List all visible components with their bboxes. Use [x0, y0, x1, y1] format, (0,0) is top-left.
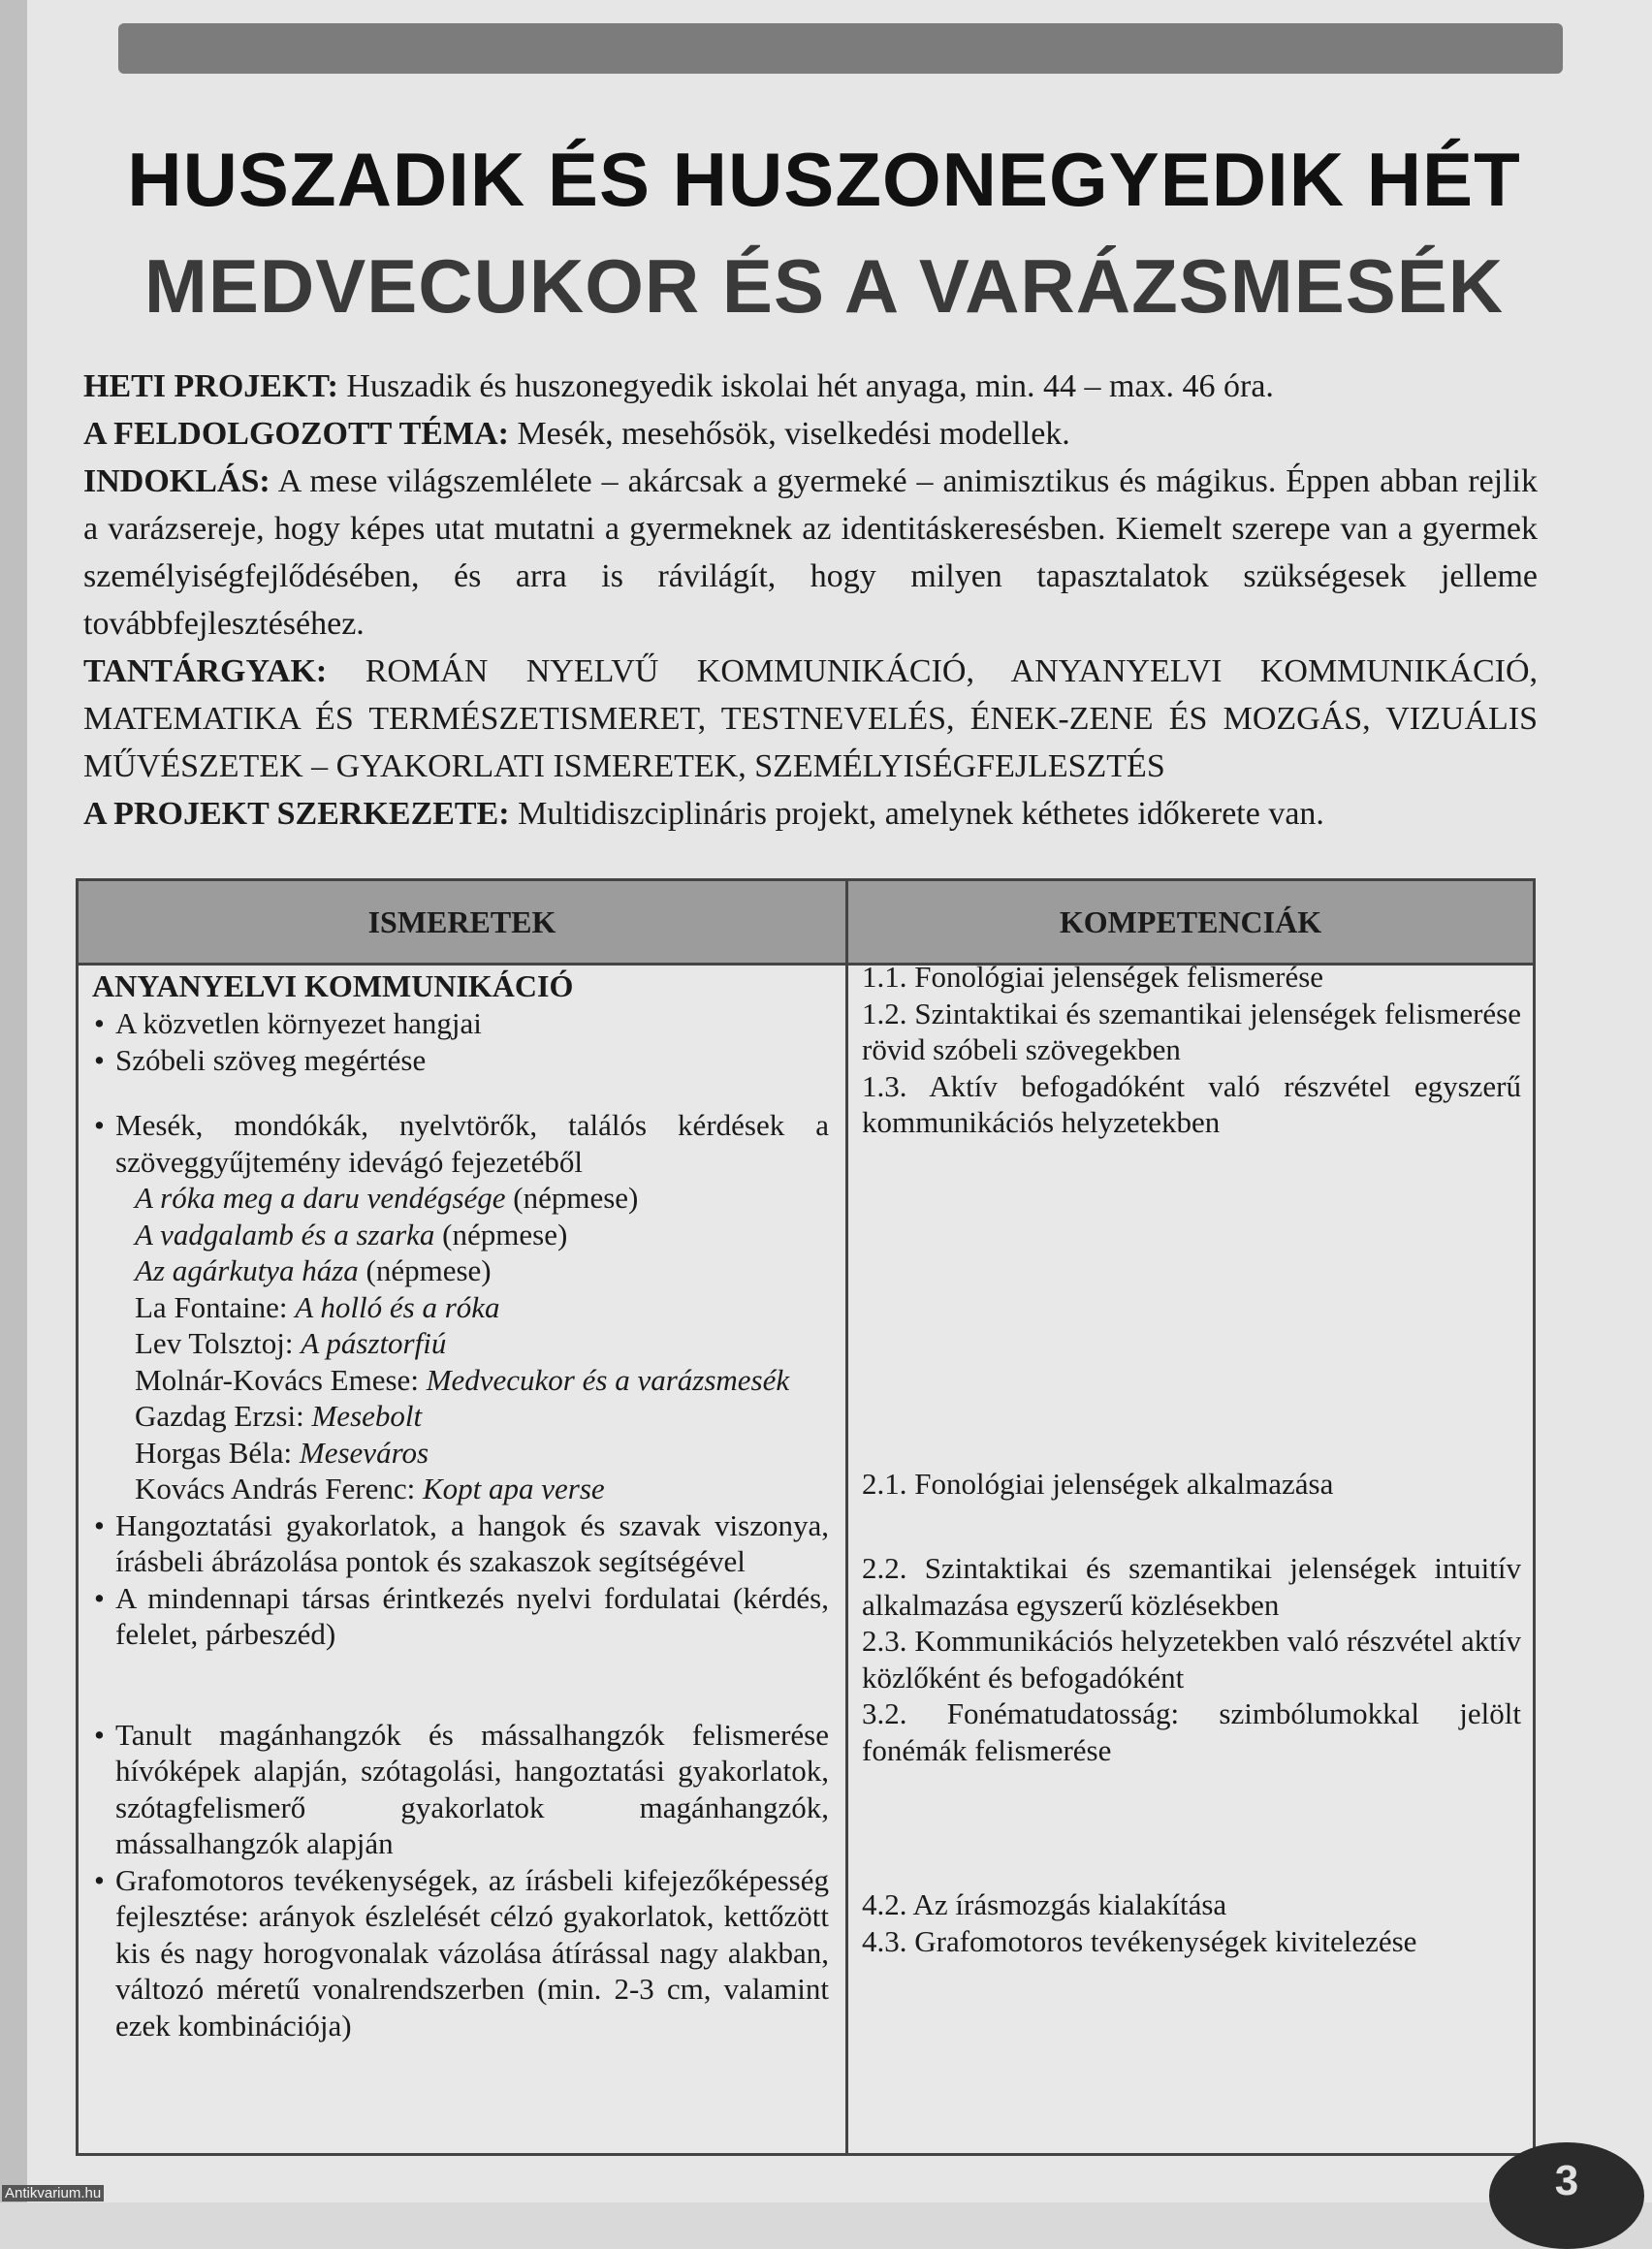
header-kompetenciak: KOMPETENCIÁK	[1059, 904, 1322, 939]
ismeretek-list-1	[92, 1005, 829, 1078]
list-item: • Szóbeli szöveg megértése	[92, 1042, 829, 1079]
indoklas-text: A mese világszemlélete – akárcsak a gyermeké – animisztikus és mágikus. Éppen abban rejlik a varázsereje, hogy képes utat mutatni a gyermeknek az identitáskeresésben. Kiemelt szerepe van a gyermek személyiségfejlődésében, és arra is rávilágít, hogy milyen tapasztalatok szükségesek jelleme továbbfejlesztéséhez.	[83, 463, 1539, 642]
tema-text: Mesék, mesehősök, viselkedési modellek.	[517, 416, 1070, 452]
top-bar	[118, 23, 1563, 74]
ismeretek-list-3	[92, 1717, 829, 2044]
story-item: Lev Tolsztoj: A pásztorfiú	[135, 1326, 447, 1360]
story-item: A vadgalamb és a szarka (népmese)	[135, 1217, 568, 1251]
tema-label: A FELDOLGOZOTT TÉMA:	[83, 416, 509, 452]
page-subtitle: MEDVECUKOR ÉS A VARÁZSMESÉK	[143, 243, 1505, 329]
story-item: La Fontaine: A holló és a róka	[135, 1289, 500, 1324]
ismeretek-column	[92, 966, 829, 2043]
section-title: ANYANYELVI KOMMUNIKÁCIÓ	[92, 968, 574, 1003]
table-header	[79, 881, 1533, 966]
list-item	[92, 1107, 829, 1507]
competency-item: 1.1. Fonológiai jelenségek felismerése	[862, 960, 1324, 994]
ismeretek-list-2	[92, 1107, 829, 1653]
competency-item: 1.2. Szintaktikai és szemantikai jelenségek felismerése rövid szóbeli szövegekben	[862, 996, 1521, 1066]
competency-table	[76, 878, 1536, 2156]
list-item: • A mindennapi társas érintkezés nyelvi fordulatai (kérdés, felelet, párbeszéd)	[92, 1580, 829, 1653]
list-item: • Grafomotoros tevékenységek, az írásbeli kifejezőképesség fejlesztése: arányok észlelését célzó gyakorlatok, kettőzött kis és nagy horogvonalak vázolása átírással nagy alakban, változó méretű vonalrendszerben (min. 2-3 cm, valamint ezek kombinációja)	[92, 1862, 829, 2044]
tantargyak-paragraph	[83, 648, 1538, 790]
story-item: Az agárkutya háza (népmese)	[135, 1253, 492, 1287]
page-title: HUSZADIK ÉS HUSZONEGYEDIK HÉT	[127, 137, 1521, 222]
indoklas-label: INDOKLÁS:	[83, 463, 270, 499]
story-item: Kovács András Ferenc: Kopt apa verse	[135, 1472, 605, 1505]
competency-item: 2.3. Kommunikációs helyzetekben való részvétel aktív közlőként és befogadóként	[862, 1624, 1521, 1695]
header-ismeretek: ISMERETEK	[367, 904, 556, 939]
competency-item: 2.2. Szintaktikai és szemantikai jelenségek intuitív alkalmazása egyszerű közlésekben	[862, 1551, 1521, 1622]
heti-label: HETI PROJEKT:	[83, 368, 338, 404]
watermark: Antikvarium.hu	[2, 2185, 104, 2201]
column-divider	[845, 881, 848, 2153]
tema-line	[83, 410, 1538, 458]
competency-item: 4.2. Az írásmozgás kialakítása	[862, 1887, 1227, 1921]
story-list	[115, 1180, 829, 1507]
tantargyak-label: TANTÁRGYAK:	[83, 653, 328, 689]
story-item: Horgas Béla: Meseváros	[135, 1435, 429, 1470]
competency-item: 1.3. Aktív befogadóként való részvétel egyszerű kommunikációs helyzetekben	[862, 1068, 1521, 1139]
competency-item: 2.1. Fonológiai jelenségek alkalmazása	[862, 1466, 1334, 1501]
szerkezet-line	[83, 790, 1538, 838]
list-item: • Hangoztatási gyakorlatok, a hangok és szavak viszonya, írásbeli ábrázolása pontok és szakaszok segítségével	[92, 1507, 829, 1580]
szerkezet-label: A PROJEKT SZERKEZETE:	[83, 796, 510, 832]
szerkezet-text: Multidiszciplináris projekt, amelynek kéthetes időkerete van.	[518, 796, 1324, 832]
competency-item: 4.3. Grafomotoros tevékenységek kivitelezése	[862, 1923, 1417, 1958]
page-edge	[0, 0, 29, 2202]
page-number: 3	[1489, 2142, 1644, 2249]
list-item-text: Mesék, mondókák, nyelvtörők, találós kérdések a szöveggyűjtemény idevágó fejezetéből	[115, 1108, 829, 1179]
tantargyak-text: ROMÁN NYELVŰ KOMMUNIKÁCIÓ, ANYANYELVI KOMMUNIKÁCIÓ, MATEMATIKA ÉS TERMÉSZETISMERET, TESTNEVELÉS, ÉNEK-ZENE ÉS MOZGÁS, VIZUÁLIS MŰVÉSZETEK – GYAKORLATI ISMERETEK, SZEMÉLYISÉGFEJLESZTÉS	[83, 653, 1538, 784]
intro-block	[83, 363, 1538, 838]
story-item: Molnár-Kovács Emese: Medvecukor és a varázsmesék	[135, 1362, 790, 1397]
heti-text: Huszadik és huszonegyedik iskolai hét anyaga, min. 44 – max. 46 óra.	[346, 368, 1274, 404]
list-item: • A közvetlen környezet hangjai	[92, 1005, 829, 1042]
competency-item: 3.2. Fonématudatosság: szimbólumokkal jelölt fonémák felismerése	[862, 1696, 1521, 1767]
story-item: Gazdag Erzsi: Mesebolt	[135, 1399, 423, 1433]
kompetenciak-column	[862, 959, 1521, 1959]
indoklas-paragraph	[83, 458, 1538, 648]
story-item: A róka meg a daru vendégsége (népmese)	[135, 1181, 639, 1215]
heti-projekt-line	[83, 363, 1538, 410]
list-item: • Tanult magánhangzók és mássalhangzók felismerése hívóképek alapján, szótagolási, hangoztatási gyakorlatok, szótagfelismerő gyakorlatok magánhangzók, mássalhangzók alapján	[92, 1717, 829, 1862]
